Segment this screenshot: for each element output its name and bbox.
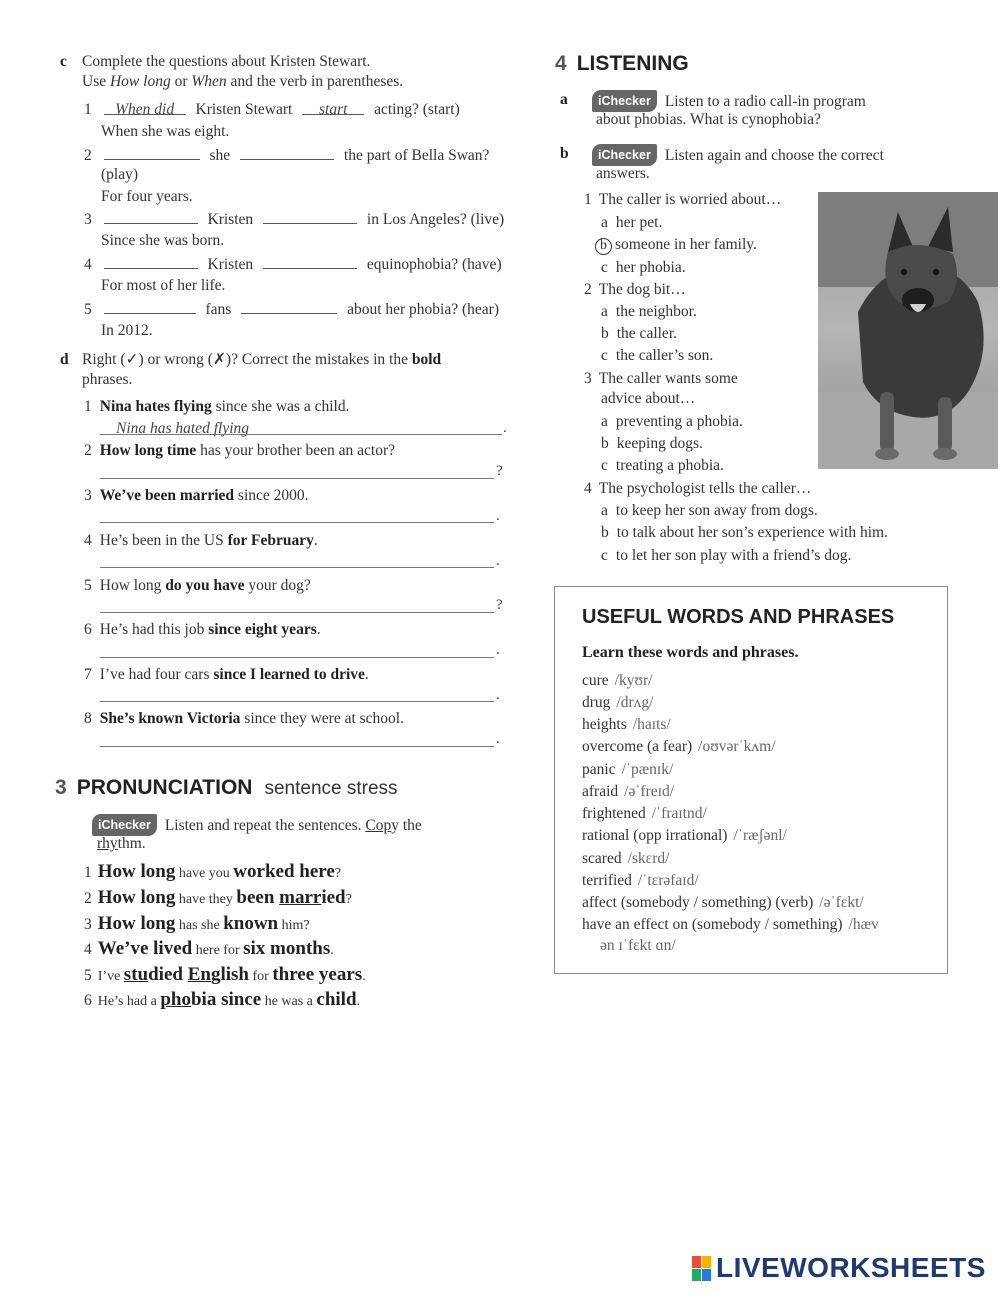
pronunciation-sentence-2: 2 How long have they been married? [84, 887, 352, 908]
d4-answer-line[interactable] [100, 567, 494, 568]
d8-answer-line[interactable] [100, 746, 494, 747]
q4-option-c[interactable]: c to let her son play with a friend’s dog. [601, 547, 852, 564]
section-3-instruction-2: rhythm. [97, 835, 146, 852]
pronunciation-sentence-4: 4 We’ve lived here for six months. [84, 938, 334, 959]
sentence-d5: 5 How long do you have your dog? [84, 577, 311, 594]
listening-a-letter: a [560, 91, 568, 108]
q3-option-a[interactable]: a preventing a phobia. [601, 413, 743, 430]
logo-square-3 [692, 1269, 701, 1281]
word-row: drug /drʌg/ [582, 694, 654, 711]
word-row: rational (opp irrational) /ˈræʃənl/ [582, 827, 787, 844]
q4-option-a[interactable]: a to keep her son away from dogs. [601, 502, 818, 519]
d5-answer-line[interactable] [100, 612, 494, 613]
pronunciation-sentence-1: 1 How long have you worked here? [84, 861, 342, 882]
word-row: overcome (a fear) /oʊvərˈkʌm/ [582, 738, 776, 755]
sentence-d6: 6 He’s had this job since eight years. [84, 621, 321, 638]
q1-option-a[interactable]: a her pet. [601, 214, 663, 231]
c3-reply: Since she was born. [101, 232, 225, 249]
logo-square-2 [702, 1256, 711, 1268]
c3-answer-2[interactable] [263, 209, 357, 224]
listening-a-line-2: about phobias. What is cynophobia? [596, 111, 821, 128]
c4-answer-2[interactable] [263, 254, 357, 269]
d2-answer-line[interactable] [100, 478, 494, 479]
c4-reply: For most of her life. [101, 277, 226, 294]
sentence-d7: 7 I’ve had four cars since I learned to drive. [84, 666, 369, 683]
ichecker-badge-4b[interactable]: iChecker [592, 144, 657, 166]
d7-answer-line[interactable] [100, 701, 494, 702]
pronunciation-sentence-3: 3 How long has she known him? [84, 913, 310, 934]
word-row: affect (somebody / something) (verb) /əˈfɛkt/ [582, 894, 864, 911]
section-c-instruction-2: Use How long or When and the verb in parentheses. [82, 73, 404, 90]
question-c2: 2 she the part of Bella Swan? [84, 147, 490, 164]
listening-b-line-2: answers. [596, 165, 650, 182]
ichecker-badge-4a[interactable]: iChecker [592, 90, 657, 112]
q2-option-b[interactable]: b the caller. [601, 325, 677, 342]
c3-answer-1[interactable] [104, 209, 198, 224]
d1-answer-line[interactable] [100, 434, 502, 435]
d5-end-mark: ? [496, 597, 503, 613]
useful-words-title: USEFUL WORDS AND PHRASES [582, 606, 895, 628]
word-row-continued: ən ɪˈfɛkt ɑn/ [600, 937, 676, 954]
ichecker-badge-3[interactable]: iChecker [92, 814, 157, 836]
listening-q1: 1 The caller is worried about… [584, 191, 782, 208]
section-c-instruction-1: Complete the questions about Kristen Stewart. [82, 53, 371, 70]
c2-answer-2[interactable] [240, 145, 334, 160]
dog-photo [818, 192, 998, 469]
c5-answer-2[interactable] [241, 299, 337, 314]
listening-b-letter: b [560, 145, 569, 162]
sentence-d3: 3 We’ve been married since 2000. [84, 487, 309, 504]
c5-answer-1[interactable] [104, 299, 196, 314]
question-c3: 3 Kristen in Los Angeles? (live) [84, 211, 505, 228]
section-d-letter: d [60, 351, 69, 368]
question-c4: 4 Kristen equinophobia? (have) [84, 256, 502, 273]
word-row: afraid /əˈfreɪd/ [582, 783, 675, 800]
q2-option-c[interactable]: c the caller’s son. [601, 347, 714, 364]
d6-answer-line[interactable] [100, 657, 494, 658]
logo-square-1 [692, 1256, 701, 1268]
word-row: panic /ˈpænɪk/ [582, 761, 674, 778]
word-row: cure /kyʊr/ [582, 672, 653, 689]
pronunciation-sentence-5: 5 I’ve studied English for three years. [84, 964, 366, 985]
c2-answer-1[interactable] [104, 145, 200, 160]
listening-q3-line-2: advice about… [601, 390, 696, 407]
d1-end-mark: . [503, 420, 507, 436]
pronunciation-sentence-6: 6 He’s had a phobia since he was a child. [84, 989, 361, 1010]
listening-q3: 3 The caller wants some [584, 370, 738, 387]
logo-square-4 [702, 1269, 711, 1281]
q3-option-c[interactable]: c treating a phobia. [601, 457, 724, 474]
listening-a-line-1: iChecker Listen to a radio call-in program [592, 90, 866, 112]
q1-option-c[interactable]: c her phobia. [601, 259, 686, 276]
sentence-d1: 1 Nina hates flying since she was a child. [84, 398, 350, 415]
c2-verb: (play) [101, 166, 139, 183]
c1-answer-2[interactable]: start [302, 100, 364, 115]
word-row: heights /haɪts/ [582, 716, 671, 733]
section-4-heading: 4 LISTENING [555, 52, 689, 75]
sentence-d8: 8 She’s known Victoria since they were at school. [84, 710, 404, 727]
section-3-heading: 3 PRONUNCIATION sentence stress [55, 776, 398, 799]
liveworksheets-logo[interactable]: LIVEWORKSHEETS [716, 1252, 986, 1283]
sentence-d4: 4 He’s been in the US for February. [84, 532, 318, 549]
d3-end-mark: . [496, 508, 500, 524]
d1-answer: Nina has hated flying [116, 420, 250, 437]
q4-option-b[interactable]: b to talk about her son’s experience with him. [601, 524, 888, 541]
c5-reply: In 2012. [101, 322, 153, 339]
word-row: scared /skɛrd/ [582, 850, 670, 867]
sentence-d2: 2 How long time has your brother been an actor? [84, 442, 396, 459]
c4-answer-1[interactable] [104, 254, 198, 269]
section-3-instruction-1: iChecker Listen and repeat the sentences. Copy the [92, 814, 422, 836]
c1-reply: When she was eight. [101, 123, 230, 140]
d7-end-mark: . [496, 687, 500, 703]
listening-b-line-1: iChecker Listen again and choose the correct [592, 144, 884, 166]
listening-q4: 4 The psychologist tells the caller… [584, 480, 812, 497]
c1-answer-1[interactable]: When did [104, 100, 186, 115]
d3-answer-line[interactable] [100, 522, 494, 523]
word-row: terrified /ˈtɛrəfaɪd/ [582, 872, 699, 889]
section-d-instruction-2: phrases. [82, 371, 133, 388]
d2-end-mark: ? [496, 463, 503, 479]
d6-end-mark: . [496, 642, 500, 658]
q2-option-a[interactable]: a the neighbor. [601, 303, 697, 320]
d8-end-mark: . [496, 731, 500, 747]
running-dog-image [818, 192, 998, 469]
c2-reply: For four years. [101, 188, 193, 205]
listening-q2: 2 The dog bit… [584, 281, 686, 298]
question-c1: 1 When did Kristen Stewart start acting? (start) [84, 101, 460, 118]
section-d-instruction-1: Right (✓) or wrong (✗)? Correct the mistakes in the bold [82, 351, 442, 368]
liveworksheets-logo-icon [692, 1256, 712, 1282]
d4-end-mark: . [496, 553, 500, 569]
question-c5: 5 fans about her phobia? (hear) [84, 301, 499, 318]
q3-option-b[interactable]: b keeping dogs. [601, 435, 703, 452]
q1-option-b[interactable]: b someone in her family. [595, 235, 757, 255]
useful-words-subtitle: Learn these words and phrases. [582, 644, 799, 661]
q1-selected-circle: b [595, 238, 612, 255]
word-row: frightened /ˈfraɪtnd/ [582, 805, 707, 822]
section-c-letter: c [60, 53, 67, 70]
word-row: have an effect on (somebody / something) /hæv [582, 916, 879, 933]
